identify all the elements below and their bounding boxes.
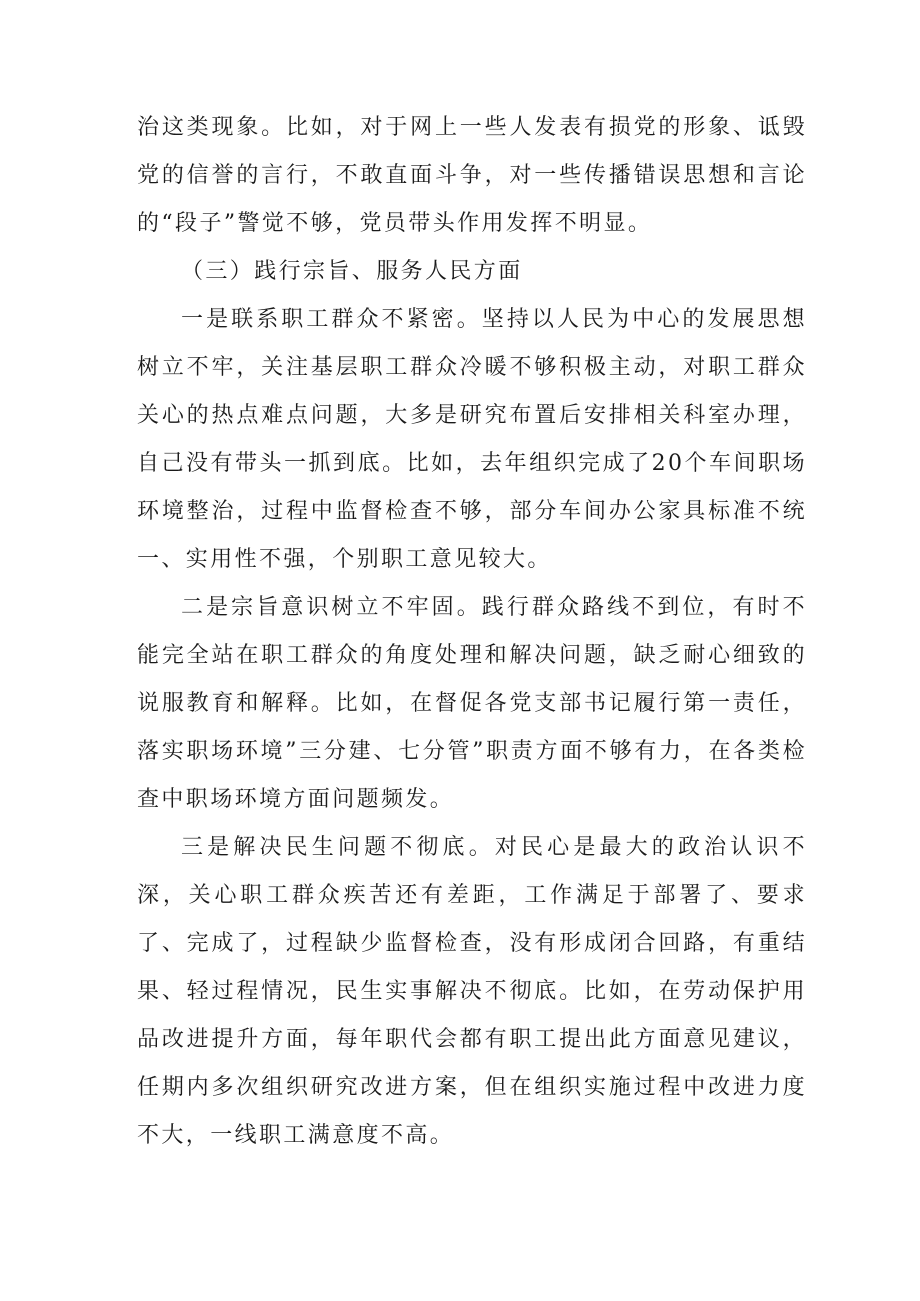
point-two-paragraph: 二是宗旨意识树立不牢固。践行群众路线不到位，有时不能完全站在职工群众的角度处理和解决问题，缺乏耐心细致的说服教育和解释。比如，在督促各党支部书记履行第一责任，落实职场环境”三分建、七分管”职责方面不够有力，在各类检查中职场环境方面问题频发。 [137,595,807,812]
document-body [137,104,807,1160]
point-three-paragraph: 三是解决民生问题不彻底。对民心是最大的政治认识不深，关心职工群众疾苦还有差距，工作满足于部署了、要求了、完成了，过程缺少监督检查，没有形成闭合回路，有重结果、轻过程情况，民生实事解决不彻底。比如，在劳动保护用品改进提升方面，每年职代会都有职工提出此方面意见建议，任期内多次组织研究改进方案，但在组织实施过程中改进力度不大，一线职工满意度不高。 [137,835,807,1148]
section-heading: （三）践行宗旨、服务人民方面 [181,259,523,284]
continuation-paragraph: 治这类现象。比如，对于网上一些人发表有损党的形象、诋毁党的信誉的言行，不敢直面斗争，对一些传播错误思想和言论的“段子”警觉不够，党员带头作用发挥不明显。 [137,115,807,236]
point-one-paragraph: 一是联系职工群众不紧密。坚持以人民为中心的发展思想树立不牢，关注基层职工群众冷暖不够积极主动，对职工群众关心的热点难点问题，大多是研究布置后安排相关科室办理，自己没有带头一抓到底。比如，去年组织完成了20个车间职场环境整治，过程中监督检查不够，部分车间办公家具标准不统一、实用性不强，个别职工意见较大。 [137,307,807,572]
